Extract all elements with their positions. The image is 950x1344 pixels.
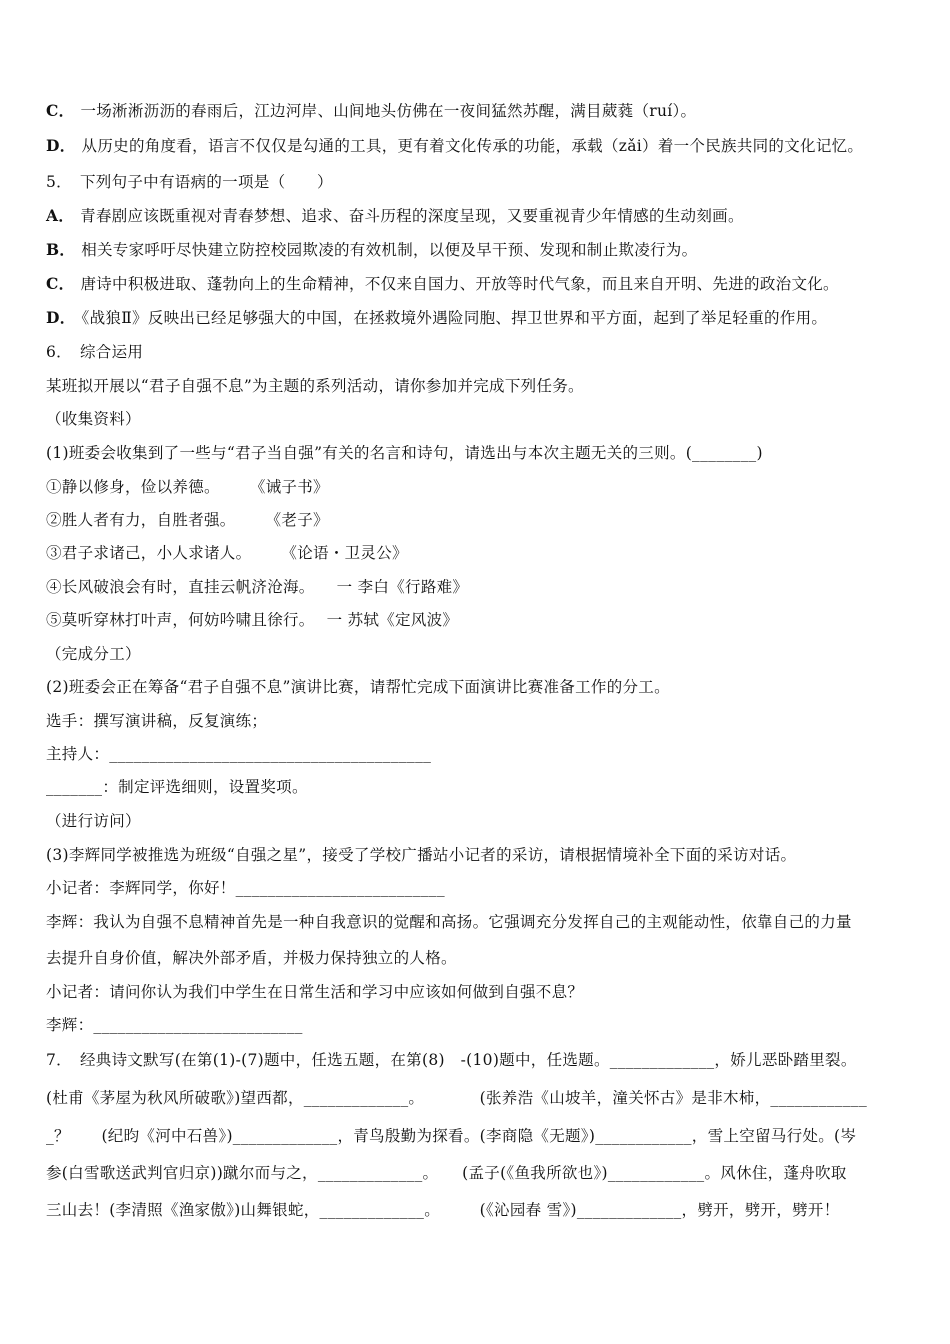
question-stem: 下列句子中有语病的一项是（ ） [79,173,333,191]
option-text: 唐诗中积极进取、蓬勃向上的生命精神，不仅来自国力、开放等时代气象，而且来自开明、先进的政治文化。 [80,275,839,293]
q7-line: 参(白雪歌送武判官归京))蹴尔而与之，_____________。 (孟子(《鱼我所欲也》)____________。风休住，蓬舟吹取 [46,1164,847,1182]
option-label: C． [46,101,75,120]
q4-option-d [46,136,863,156]
q5-option-b [46,240,697,260]
quote-text: ④长风破浪会有时，直挂云帆济沧海。 [46,578,315,596]
quote-text: ③君子求诸己，小人求诸人。 [46,544,252,562]
dialogue-lihui-cont: 去提升自身价值，解决外部矛盾，并极力保持独立的人格。 [46,949,457,967]
dialogue-lihui: 李辉：__________________________ [46,1016,303,1034]
dialogue-reporter: 小记者：李辉同学，你好！__________________________ [46,879,445,897]
q5-option-c [46,274,839,294]
q6-part1: (1)班委会收集到了一些与“君子当自强”有关的名言和诗句，请选出与本次主题无关的三则。(________) [46,444,763,462]
quote-item [46,477,329,497]
q7-line [46,1050,857,1070]
q6-heading [46,342,143,362]
q7-line: 三山去！(李清照《渔家傲》)山舞银蛇，_____________。 (《沁园春 雪》)_____________，劈开，劈开，劈开！ [46,1201,840,1219]
q5-stem [46,172,333,192]
option-text: 《战狼Ⅱ》反映出已经足够强大的中国，在拯救境外遇险同胞、捍卫世界和平方面，起到了举足轻重的作用。 [81,309,828,327]
q5-option-a [46,206,744,226]
option-label: B． [46,240,76,259]
quote-source: 《老子》 [265,511,329,529]
q7-text: 经典诗文默写(在第(1)-(7)题中，任选五题，在第(8) -(10)题中，任选题。_____________，娇儿恶卧踏里裂。 [79,1051,857,1069]
option-label: C． [46,274,75,293]
dialogue-reporter: 小记者：请问你认为我们中学生在日常生活和学习中应该如何做到自强不息？ [46,983,584,1001]
option-text: 相关专家呼吁尽快建立防控校园欺凌的有效机制，以便及早干预、发现和制止欺凌行为。 [81,241,698,259]
question-number: 7． [46,1051,72,1069]
quote-item [46,610,458,630]
task-player: 选手：撰写演讲稿，反复演练； [46,712,268,730]
quote-item [46,543,408,563]
q7-line: (杜甫《茅屋为秋风所破歌》)望西都，_____________。 (张养浩《山坡羊，潼关怀古》是非木柿，____________ [46,1089,867,1107]
section-label: （进行访问） [46,812,141,830]
q6-intro: 某班拟开展以“君子自强不息”为主题的系列活动，请你参加并完成下列任务。 [46,377,584,395]
q6-part3: (3)李辉同学被推选为班级“自强之星”，接受了学校广播站小记者的采访，请根据情境补全下面的采访对话。 [46,846,797,864]
quote-text: ⑤莫听穿林打叶声，何妨吟啸且徐行。 [46,611,315,629]
option-text: 一场淅淅沥沥的春雨后，江边河岸、山间地头仿佛在一夜间猛然苏醒，满目葳蕤（ruí）。 [80,102,697,120]
quote-source: 一 李白《行路难》 [336,578,469,596]
option-label: D． [46,308,76,327]
quote-source: 《诫子书》 [249,478,329,496]
task-host: 主持人：________________________________________ [46,745,432,763]
q4-option-c [46,101,696,121]
dialogue-lihui: 李辉：我认为自强不息精神首先是一种自我意识的觉醒和高扬。它强调充分发挥自己的主观能动性，依靠自己的力量 [46,913,852,931]
q6-part2: (2)班委会正在筹备“君子自强不息”演讲比赛，请帮忙完成下面演讲比赛准备工作的分工。 [46,678,670,696]
section-label: （收集资料） [46,410,141,428]
question-number: 6． [46,343,72,361]
option-label: D． [46,136,76,155]
question-number: 5． [46,173,72,191]
section-label: （完成分工） [46,645,141,663]
q5-option-d [46,308,827,328]
quote-text: ①静以修身，俭以养德。 [46,478,220,496]
quote-item [46,577,468,597]
quote-text: ②胜人者有力，自胜者强。 [46,511,236,529]
quote-source: 《论语・卫灵公》 [281,544,408,562]
option-text: 青春剧应该既重视对青春梦想、追求、奋斗历程的深度呈现，又要重视青少年情感的生动刻画。 [80,207,744,225]
quote-source: 一 苏轼《定风波》 [326,611,459,629]
q7-line: _？ (纪昀《河中石兽》)_____________，青鸟殷勤为探看。(李商隐《无题》)____________，雪上空留马行处。(岑 [46,1127,857,1145]
option-label: A． [46,206,75,225]
question-title: 综合运用 [79,343,144,361]
task-judge: _______：制定评选细则，设置奖项。 [46,778,308,796]
quote-item [46,510,329,530]
option-text: 从历史的角度看，语言不仅仅是勾通的工具，更有着文化传承的功能，承载（zǎi）着一个民族共同的文化记忆。 [81,137,864,155]
